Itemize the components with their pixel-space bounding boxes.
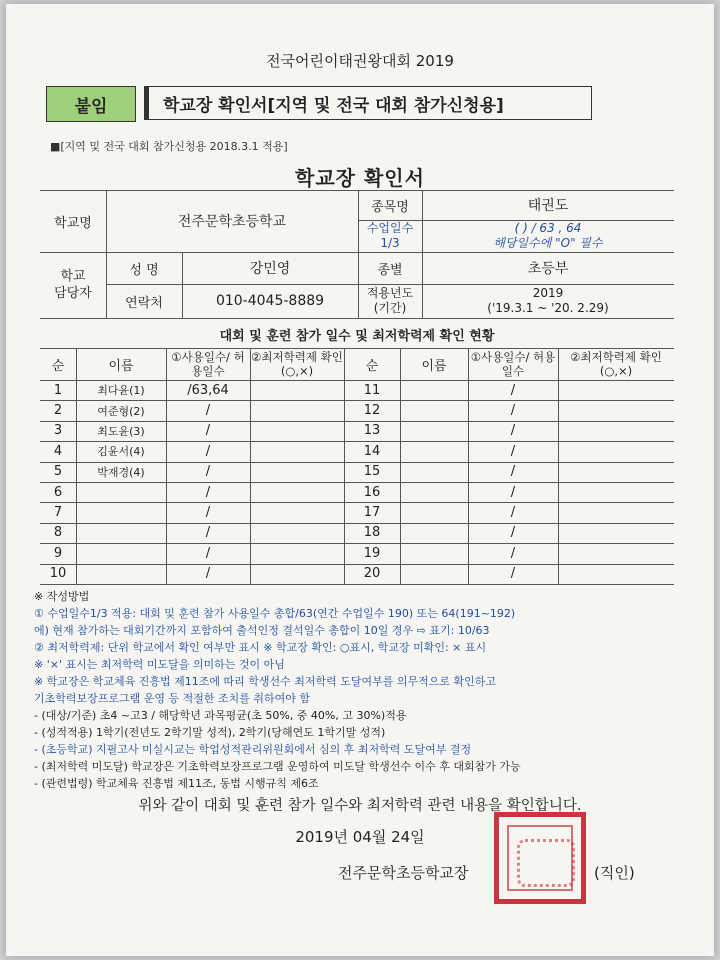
seal-label: (직인) (594, 864, 635, 882)
col-header-name-left: 이름 (108, 358, 134, 374)
contact-label: 연락처 (125, 295, 163, 311)
row-student-name (400, 462, 468, 482)
instruction-line: 기초학력보장프로그램 운영 등 적절한 조치를 취하여야 함 (34, 692, 311, 705)
days-label-line1: 수업일수 (366, 221, 414, 235)
row-student-name (400, 441, 468, 461)
row-min-check (250, 523, 344, 543)
row-min-check (558, 543, 674, 563)
row-days-used: / (205, 566, 211, 582)
row-number: 7 (53, 505, 63, 521)
row-student-name (76, 502, 166, 522)
col-header-min-right: ②최저학력제 확인(○,×) (570, 350, 662, 378)
row-days-used: / (205, 423, 211, 439)
row-number: 6 (53, 484, 63, 500)
instruction-line: ※ '×' 표시는 최저학력 미도달을 의미하는 것이 아님 (34, 658, 285, 671)
year-label (358, 284, 422, 318)
row-number: 8 (53, 525, 63, 541)
attachment-badge: 붙임 (46, 86, 136, 122)
row-min-check (558, 502, 674, 522)
days-value (422, 220, 674, 252)
event-label: 종목명 (371, 199, 409, 215)
row-number: 10 (49, 566, 67, 582)
row-days-used: / (205, 443, 211, 459)
col-header-days-right: ①사용일수/ 허용일수 (470, 350, 556, 378)
instruction-line: ② 최저학력제: 단위 학교에서 확인 여부만 표시 ※ 학교장 확인: ○표시, 학교장 미확인: × 표시 (34, 641, 487, 654)
row-student-name (400, 523, 468, 543)
row-number: 18 (363, 525, 381, 541)
instruction-line: ① 수업일수1/3 적용: 대회 및 훈련 참가 사용일수 총합/63(연간 수업일수 190) 또는 64(191~192) (34, 607, 516, 620)
row-student-name: 여준형(2) (97, 404, 145, 418)
row-days-used: / (205, 484, 211, 500)
row-student-name: 김윤서(4) (97, 445, 145, 459)
instruction-line: 에) 현재 참가하는 대회기간까지 포함하여 출석인정 결석일수 총합이 10일 경우 ⇨ 표기: 10/63 (34, 624, 490, 637)
row-min-check (250, 482, 344, 502)
row-days-used: / (510, 464, 516, 480)
row-min-check (250, 421, 344, 441)
instruction-line: - (성적적용) 1학기(전년도 2학기말 성적), 2학기(당해연도 1학기말 성적) (34, 726, 386, 739)
row-days-used: / (205, 505, 211, 521)
row-number: 13 (363, 423, 381, 439)
official-seal-stamp (494, 812, 586, 904)
row-number: 14 (363, 443, 381, 459)
document-page (6, 4, 714, 956)
row-student-name (400, 564, 468, 584)
type-label: 종별 (377, 262, 403, 278)
row-number: 12 (363, 403, 381, 419)
year-label-line2: (기간) (373, 301, 407, 315)
contact-value: 010-4045-8889 (215, 293, 325, 309)
col-header-min-left: ②최저학력제 확인(○,×) (251, 350, 343, 378)
row-student-name (76, 523, 166, 543)
row-number: 17 (363, 505, 381, 521)
row-min-check (558, 564, 674, 584)
row-days-used: / (510, 566, 516, 582)
col-header-no-right: 순 (365, 358, 379, 374)
form-note: ■[지역 및 전국 대회 참가신청용 2018.3.1 적용] (50, 140, 288, 153)
row-student-name (400, 502, 468, 522)
row-number: 2 (53, 403, 63, 419)
year-value (422, 284, 674, 318)
manager-label-line2: 담당자 (54, 286, 92, 301)
row-student-name (400, 421, 468, 441)
days-fraction: ( ) / 63 , 64 (514, 221, 582, 235)
manager-label (40, 252, 106, 318)
col-header-no-left: 순 (51, 358, 65, 374)
row-number: 4 (53, 443, 63, 459)
row-number: 20 (363, 566, 381, 582)
row-min-check (558, 380, 674, 400)
year-value-line2: ('19.3.1 ~ '20. 2.29) (487, 301, 609, 315)
row-min-check (250, 543, 344, 563)
main-title: 학교장 확인서 (295, 166, 425, 190)
instruction-line: - (최저학력 미도달) 학교장은 기초학력보장프로그램 운영하여 미도달 학생선수 이수 후 대회참가 가능 (34, 760, 521, 773)
manager-label-line1: 학교 (60, 269, 86, 284)
event-header: 전국어린이태권왕대회 2019 (266, 52, 454, 70)
row-days-used: / (205, 545, 211, 561)
row-min-check (558, 421, 674, 441)
instruction-line: ※ 작성방법 (34, 590, 90, 603)
row-student-name (76, 543, 166, 563)
status-heading: 대회 및 훈련 참가 일수 및 최저학력제 확인 현황 (219, 328, 495, 344)
row-number: 9 (53, 545, 63, 561)
row-days-used: / (205, 403, 211, 419)
year-value-line1: 2019 (532, 286, 564, 300)
instruction-line: - (초등학교) 지필고사 미실시교는 학업성적관리위원회에서 심의 후 최저학력 도달여부 결정 (34, 743, 472, 756)
row-student-name (400, 543, 468, 563)
confirmation-statement: 위와 같이 대회 및 훈련 참가 일수와 최저학력 관련 내용을 확인합니다. (138, 798, 582, 814)
row-number: 1 (53, 382, 63, 398)
days-label (358, 220, 422, 252)
row-days-used: / (510, 525, 516, 541)
row-days-used: / (205, 525, 211, 541)
row-number: 19 (363, 545, 381, 561)
row-min-check (558, 462, 674, 482)
name-label: 성 명 (129, 262, 159, 278)
issue-date: 2019년 04월 24일 (295, 828, 425, 846)
row-student-name: 박재경(4) (97, 465, 145, 479)
row-student-name (400, 400, 468, 420)
col-header-name-right: 이름 (421, 358, 447, 374)
row-days-used: / (510, 382, 516, 398)
col-header-days-left: ①사용일수/ 허용일수 (171, 350, 245, 378)
instruction-line: - (대상/기준) 초4 ~고3 / 해당학년 과목평균(초 50%, 중 40%, 고 30%)적용 (34, 709, 407, 722)
row-min-check (558, 523, 674, 543)
row-days-used: / (510, 484, 516, 500)
days-required-note: 해당일수에 "O" 필수 (493, 236, 603, 250)
row-min-check (250, 502, 344, 522)
row-min-check (558, 482, 674, 502)
row-number: 3 (53, 423, 63, 439)
principal-school-name: 전주문학초등학교장 (338, 864, 469, 882)
writing-instructions (34, 588, 704, 792)
row-days-used: / (510, 505, 516, 521)
row-min-check (250, 400, 344, 420)
row-min-check (250, 462, 344, 482)
row-student-name (400, 380, 468, 400)
event-value: 태권도 (527, 198, 569, 214)
row-student-name (76, 482, 166, 502)
row-student-name (76, 564, 166, 584)
row-number: 5 (53, 464, 63, 480)
row-number: 16 (363, 484, 381, 500)
row-min-check (250, 441, 344, 461)
row-min-check (558, 400, 674, 420)
row-days-used: / (510, 443, 516, 459)
row-number: 15 (363, 464, 381, 480)
row-student-name: 최도윤(3) (97, 424, 145, 438)
row-min-check (250, 380, 344, 400)
row-min-check (558, 441, 674, 461)
row-min-check (250, 564, 344, 584)
row-days-used: / (510, 423, 516, 439)
school-value: 전주문학초등학교 (177, 214, 287, 230)
instruction-line: - (관련법령) 학교체육 진흥법 제11조, 동법 시행규칙 제6조 (34, 777, 319, 790)
days-label-line2: 1/3 (380, 236, 400, 250)
type-value: 초등부 (527, 261, 569, 277)
row-student-name: 최다윤(1) (97, 384, 145, 398)
year-label-line1: 적용년도 (366, 286, 414, 300)
row-days-used: / (510, 545, 516, 561)
row-days-used: / (510, 403, 516, 419)
name-value: 강민영 (249, 261, 291, 277)
document-title-box: 학교장 확인서[지역 및 전국 대회 참가신청용] (144, 86, 592, 120)
row-days-used: /63,64 (187, 382, 229, 398)
row-number: 11 (363, 382, 381, 398)
school-label: 학교명 (54, 215, 92, 231)
instruction-line: ※ 학교장은 학교체육 진흥법 제11조에 따리 학생선수 최저학력 도달여부를 의무적으로 확인하고 (34, 675, 496, 688)
row-student-name (400, 482, 468, 502)
row-days-used: / (205, 464, 211, 480)
